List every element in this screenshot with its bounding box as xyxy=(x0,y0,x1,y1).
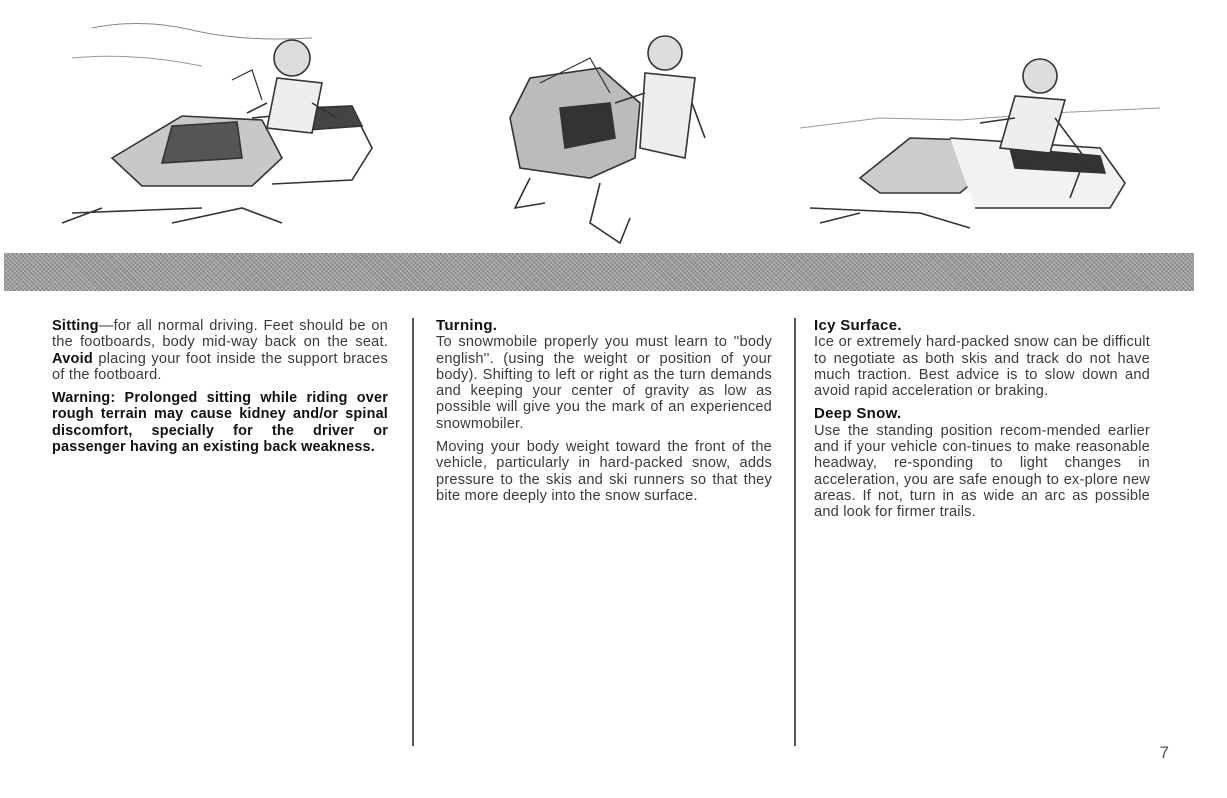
turning-paragraph-1: To snowmobile properly you must learn to ''body english''. (using the weight or position of your body). Shifting to left or right as the turn demands and keeping your center of gravity as low as possible will give you the mark of an experienced snowmobiler. xyxy=(436,334,772,432)
separator-band xyxy=(4,253,1194,291)
snowmobile-turning-rider-illustration xyxy=(470,8,720,246)
sitting-text-2: placing your foot inside the support braces of the footboard. xyxy=(52,350,388,383)
sitting-text-1: —for all normal driving. Feet should be on the footboards, body mid-way back on the seat. xyxy=(52,318,388,351)
column-divider xyxy=(794,318,796,746)
icy-surface-heading: Icy Surface. xyxy=(814,317,902,334)
column-divider xyxy=(412,318,414,746)
deep-snow-heading: Deep Snow. xyxy=(814,405,902,423)
sitting-section xyxy=(52,318,388,462)
turning-heading: Turning. xyxy=(436,317,498,334)
icy-surface-paragraph: Ice or extremely hard-packed snow can be difficult to negotiate as both skis and track do not have much traction. Best advice is to slow down and avoid rapid acceleration or braking. xyxy=(814,334,1150,400)
icy-deep-snow-section xyxy=(814,318,1150,528)
sitting-lead: Sitting xyxy=(52,318,99,334)
turning-section xyxy=(436,318,772,511)
page-number: 7 xyxy=(1159,743,1169,762)
sitting-paragraph xyxy=(52,318,388,383)
avoid-emphasis: Avoid xyxy=(52,350,93,367)
turning-paragraph-2: Moving your body weight toward the front of the vehicle, particularly in hard-packed snow, adds pressure to the skis and ski runners so that they bite more deeply into the snow surface. xyxy=(436,439,772,504)
sitting-warning: Warning: Prolonged sitting while riding over rough terrain may cause kidney and/or spinal discomfort, specially for the driver or passenger having an existing back weakness. xyxy=(52,390,388,456)
deep-snow-paragraph: Use the standing position recom-mended earlier and if your vehicle con-tinues to make reasonable headway, re-sponding to light changes in acceleration, you are safe enough to ex-plore new areas. If not, turn in as wide an arc as possible and look for firmer trails. xyxy=(814,422,1150,521)
snowmobile-icy-surface-rider-illustration xyxy=(800,8,1165,246)
snowmobile-sitting-rider-illustration xyxy=(52,8,392,246)
